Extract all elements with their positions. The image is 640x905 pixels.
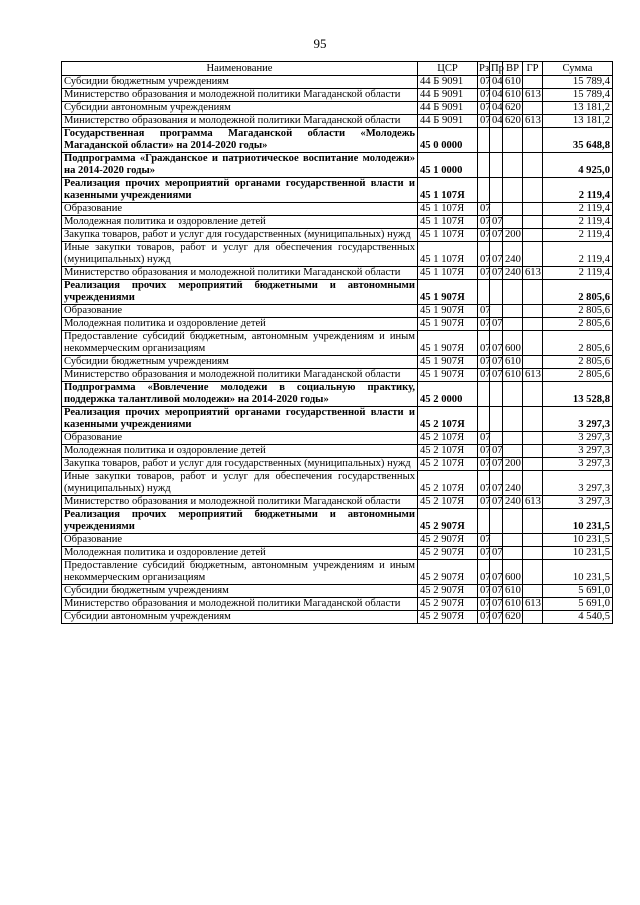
cell-vr xyxy=(503,382,523,407)
cell-rz: 07 xyxy=(478,89,490,102)
cell-csr: 45 1 907Я xyxy=(418,331,478,356)
cell-csr: 45 2 907Я xyxy=(418,611,478,624)
cell-rz: 07 xyxy=(478,229,490,242)
cell-pr xyxy=(490,178,503,203)
cell-pr: 07 xyxy=(490,242,503,267)
column-header-sum: Сумма xyxy=(543,62,613,76)
cell-name: Реализация прочих мероприятий органами государственной власти и казенными учреждениями xyxy=(62,407,418,432)
cell-vr xyxy=(503,153,523,178)
cell-vr xyxy=(503,509,523,534)
cell-vr xyxy=(503,216,523,229)
cell-sum: 2 805,6 xyxy=(543,305,613,318)
table-row xyxy=(62,128,613,153)
cell-gr xyxy=(523,471,543,496)
cell-pr xyxy=(490,280,503,305)
cell-rz: 07 xyxy=(478,318,490,331)
cell-csr: 45 1 107Я xyxy=(418,242,478,267)
cell-csr: 45 1 907Я xyxy=(418,280,478,305)
cell-gr xyxy=(523,216,543,229)
cell-vr xyxy=(503,305,523,318)
cell-pr xyxy=(490,128,503,153)
cell-vr xyxy=(503,280,523,305)
cell-sum: 15 789,4 xyxy=(543,76,613,89)
cell-vr: 200 xyxy=(503,229,523,242)
table-row xyxy=(62,229,613,242)
table-row xyxy=(62,216,613,229)
cell-csr: 45 2 907Я xyxy=(418,509,478,534)
cell-sum: 13 181,2 xyxy=(543,115,613,128)
cell-sum: 5 691,0 xyxy=(543,598,613,611)
cell-pr: 07 xyxy=(490,585,503,598)
cell-pr: 07 xyxy=(490,471,503,496)
column-header-name: Наименование xyxy=(62,62,418,76)
table-row xyxy=(62,560,613,585)
cell-gr xyxy=(523,585,543,598)
cell-name: Реализация прочих мероприятий бюджетными и автономными учреждениями xyxy=(62,509,418,534)
cell-csr: 45 0 0000 xyxy=(418,128,478,153)
table-row xyxy=(62,115,613,128)
cell-name: Образование xyxy=(62,534,418,547)
cell-sum: 4 540,5 xyxy=(543,611,613,624)
cell-sum: 10 231,5 xyxy=(543,560,613,585)
cell-csr: 45 1 107Я xyxy=(418,229,478,242)
table-row xyxy=(62,471,613,496)
cell-sum: 3 297,3 xyxy=(543,407,613,432)
cell-sum: 10 231,5 xyxy=(543,509,613,534)
table-row xyxy=(62,611,613,624)
cell-csr: 45 1 107Я xyxy=(418,203,478,216)
cell-sum: 10 231,5 xyxy=(543,534,613,547)
cell-rz: 07 xyxy=(478,216,490,229)
cell-gr: 613 xyxy=(523,89,543,102)
cell-pr: 07 xyxy=(490,331,503,356)
cell-sum: 2 805,6 xyxy=(543,356,613,369)
cell-rz xyxy=(478,153,490,178)
cell-gr xyxy=(523,229,543,242)
cell-pr: 04 xyxy=(490,76,503,89)
table-row xyxy=(62,598,613,611)
cell-gr xyxy=(523,445,543,458)
cell-name: Образование xyxy=(62,203,418,216)
cell-pr: 07 xyxy=(490,547,503,560)
cell-gr xyxy=(523,509,543,534)
table-row xyxy=(62,331,613,356)
cell-name: Министерство образования и молодежной политики Магаданской области xyxy=(62,369,418,382)
cell-sum: 2 119,4 xyxy=(543,229,613,242)
cell-name: Молодежная политика и оздоровление детей xyxy=(62,445,418,458)
cell-pr: 07 xyxy=(490,267,503,280)
cell-gr xyxy=(523,318,543,331)
cell-rz xyxy=(478,178,490,203)
cell-pr xyxy=(490,153,503,178)
table-row xyxy=(62,242,613,267)
table-row xyxy=(62,382,613,407)
cell-sum: 2 805,6 xyxy=(543,318,613,331)
cell-vr: 610 xyxy=(503,369,523,382)
cell-sum: 3 297,3 xyxy=(543,445,613,458)
cell-rz xyxy=(478,509,490,534)
cell-gr xyxy=(523,280,543,305)
cell-gr: 613 xyxy=(523,496,543,509)
cell-csr: 44 Б 9091 xyxy=(418,76,478,89)
cell-csr: 45 1 907Я xyxy=(418,305,478,318)
cell-pr: 07 xyxy=(490,369,503,382)
cell-pr xyxy=(490,534,503,547)
cell-pr xyxy=(490,382,503,407)
cell-csr: 44 Б 9091 xyxy=(418,89,478,102)
cell-gr xyxy=(523,560,543,585)
cell-csr: 45 1 107Я xyxy=(418,216,478,229)
cell-csr: 45 1 907Я xyxy=(418,318,478,331)
cell-gr xyxy=(523,128,543,153)
cell-gr xyxy=(523,203,543,216)
cell-rz: 07 xyxy=(478,547,490,560)
cell-gr xyxy=(523,102,543,115)
cell-pr xyxy=(490,203,503,216)
cell-gr: 613 xyxy=(523,115,543,128)
cell-rz: 07 xyxy=(478,331,490,356)
table-row xyxy=(62,585,613,598)
cell-vr: 240 xyxy=(503,471,523,496)
cell-name: Государственная программа Магаданской области «Молодежь Магаданской области» на 2014-2020 годы» xyxy=(62,128,418,153)
table-row xyxy=(62,102,613,115)
cell-pr: 07 xyxy=(490,318,503,331)
cell-csr: 45 1 107Я xyxy=(418,267,478,280)
cell-vr: 600 xyxy=(503,331,523,356)
cell-pr: 04 xyxy=(490,102,503,115)
cell-vr xyxy=(503,203,523,216)
cell-name: Субсидии автономным учреждениям xyxy=(62,102,418,115)
cell-rz: 07 xyxy=(478,585,490,598)
cell-gr xyxy=(523,153,543,178)
cell-name: Образование xyxy=(62,432,418,445)
cell-name: Министерство образования и молодежной политики Магаданской области xyxy=(62,598,418,611)
cell-sum: 3 297,3 xyxy=(543,458,613,471)
cell-name: Министерство образования и молодежной политики Магаданской области xyxy=(62,267,418,280)
cell-name: Субсидии бюджетным учреждениям xyxy=(62,356,418,369)
cell-name: Иные закупки товаров, работ и услуг для обеспечения государственных (муниципальных) нужд xyxy=(62,242,418,267)
cell-name: Субсидии бюджетным учреждениям xyxy=(62,585,418,598)
cell-gr xyxy=(523,331,543,356)
cell-pr xyxy=(490,305,503,318)
table-row xyxy=(62,432,613,445)
cell-rz: 07 xyxy=(478,598,490,611)
cell-vr: 620 xyxy=(503,611,523,624)
column-header-gr: ГР xyxy=(523,62,543,76)
cell-vr: 200 xyxy=(503,458,523,471)
table-body xyxy=(62,76,613,624)
table-row xyxy=(62,305,613,318)
cell-rz: 07 xyxy=(478,369,490,382)
cell-gr xyxy=(523,432,543,445)
cell-rz: 07 xyxy=(478,611,490,624)
cell-rz: 07 xyxy=(478,356,490,369)
table-row xyxy=(62,356,613,369)
table-row xyxy=(62,547,613,560)
cell-csr: 45 2 907Я xyxy=(418,598,478,611)
table-row xyxy=(62,445,613,458)
cell-rz: 07 xyxy=(478,471,490,496)
cell-csr: 45 2 907Я xyxy=(418,560,478,585)
cell-pr: 07 xyxy=(490,356,503,369)
cell-gr xyxy=(523,547,543,560)
table-row xyxy=(62,89,613,102)
cell-sum: 2 805,6 xyxy=(543,280,613,305)
table-row xyxy=(62,534,613,547)
cell-vr xyxy=(503,534,523,547)
cell-sum: 2 119,4 xyxy=(543,242,613,267)
table-row xyxy=(62,76,613,89)
cell-pr xyxy=(490,509,503,534)
cell-name: Министерство образования и молодежной политики Магаданской области xyxy=(62,89,418,102)
cell-vr xyxy=(503,432,523,445)
column-header-csr: ЦСР xyxy=(418,62,478,76)
cell-gr xyxy=(523,76,543,89)
cell-pr: 04 xyxy=(490,115,503,128)
cell-csr: 44 Б 9091 xyxy=(418,115,478,128)
cell-vr: 240 xyxy=(503,496,523,509)
cell-csr: 45 2 107Я xyxy=(418,445,478,458)
cell-rz: 07 xyxy=(478,102,490,115)
cell-name: Закупка товаров, работ и услуг для государственных (муниципальных) нужд xyxy=(62,229,418,242)
cell-vr: 240 xyxy=(503,267,523,280)
cell-rz: 07 xyxy=(478,445,490,458)
cell-gr xyxy=(523,305,543,318)
cell-vr: 610 xyxy=(503,89,523,102)
table-row xyxy=(62,407,613,432)
cell-sum: 2 119,4 xyxy=(543,267,613,280)
cell-gr xyxy=(523,382,543,407)
cell-pr: 07 xyxy=(490,560,503,585)
cell-sum: 35 648,8 xyxy=(543,128,613,153)
cell-csr: 45 2 907Я xyxy=(418,534,478,547)
cell-vr: 610 xyxy=(503,356,523,369)
page-number: 95 xyxy=(313,36,327,51)
cell-vr: 620 xyxy=(503,115,523,128)
cell-gr xyxy=(523,242,543,267)
cell-csr: 45 2 107Я xyxy=(418,432,478,445)
cell-csr: 45 1 907Я xyxy=(418,356,478,369)
cell-rz xyxy=(478,407,490,432)
table-row xyxy=(62,280,613,305)
cell-vr: 610 xyxy=(503,76,523,89)
cell-pr xyxy=(490,432,503,445)
table-row xyxy=(62,369,613,382)
cell-sum: 2 805,6 xyxy=(543,331,613,356)
cell-sum: 3 297,3 xyxy=(543,471,613,496)
cell-gr xyxy=(523,407,543,432)
cell-name: Молодежная политика и оздоровление детей xyxy=(62,318,418,331)
cell-pr: 07 xyxy=(490,229,503,242)
table-row xyxy=(62,267,613,280)
cell-pr: 07 xyxy=(490,216,503,229)
cell-name: Закупка товаров, работ и услуг для государственных (муниципальных) нужд xyxy=(62,458,418,471)
cell-sum: 10 231,5 xyxy=(543,547,613,560)
cell-rz xyxy=(478,280,490,305)
cell-vr: 600 xyxy=(503,560,523,585)
cell-csr: 45 1 907Я xyxy=(418,369,478,382)
cell-rz xyxy=(478,382,490,407)
cell-rz: 07 xyxy=(478,496,490,509)
cell-gr: 613 xyxy=(523,598,543,611)
cell-csr: 45 2 907Я xyxy=(418,585,478,598)
cell-rz: 07 xyxy=(478,242,490,267)
table-row xyxy=(62,458,613,471)
cell-pr: 04 xyxy=(490,89,503,102)
cell-sum: 5 691,0 xyxy=(543,585,613,598)
cell-sum: 2 119,4 xyxy=(543,216,613,229)
cell-gr xyxy=(523,534,543,547)
cell-vr xyxy=(503,547,523,560)
cell-pr: 07 xyxy=(490,496,503,509)
cell-rz: 07 xyxy=(478,534,490,547)
cell-csr: 45 1 107Я xyxy=(418,178,478,203)
cell-vr: 620 xyxy=(503,102,523,115)
cell-sum: 13 528,8 xyxy=(543,382,613,407)
cell-csr: 45 2 107Я xyxy=(418,458,478,471)
table-row xyxy=(62,496,613,509)
cell-vr xyxy=(503,445,523,458)
cell-rz: 07 xyxy=(478,203,490,216)
table-row xyxy=(62,153,613,178)
cell-name: Министерство образования и молодежной политики Магаданской области xyxy=(62,115,418,128)
cell-sum: 2 805,6 xyxy=(543,369,613,382)
cell-sum: 2 119,4 xyxy=(543,178,613,203)
cell-pr: 07 xyxy=(490,611,503,624)
cell-name: Субсидии бюджетным учреждениям xyxy=(62,76,418,89)
cell-rz: 07 xyxy=(478,305,490,318)
cell-rz: 07 xyxy=(478,267,490,280)
cell-name: Субсидии автономным учреждениям xyxy=(62,611,418,624)
cell-pr: 07 xyxy=(490,458,503,471)
cell-vr: 610 xyxy=(503,598,523,611)
cell-vr xyxy=(503,407,523,432)
cell-sum: 3 297,3 xyxy=(543,432,613,445)
cell-vr xyxy=(503,318,523,331)
cell-sum: 3 297,3 xyxy=(543,496,613,509)
cell-name: Реализация прочих мероприятий органами государственной власти и казенными учреждениями xyxy=(62,178,418,203)
cell-gr: 613 xyxy=(523,369,543,382)
cell-rz: 07 xyxy=(478,458,490,471)
cell-gr xyxy=(523,178,543,203)
cell-vr: 240 xyxy=(503,242,523,267)
cell-gr xyxy=(523,356,543,369)
table-row xyxy=(62,318,613,331)
cell-name: Молодежная политика и оздоровление детей xyxy=(62,547,418,560)
table-row xyxy=(62,203,613,216)
cell-pr xyxy=(490,407,503,432)
cell-csr: 45 2 107Я xyxy=(418,407,478,432)
cell-csr: 45 2 107Я xyxy=(418,496,478,509)
cell-csr: 45 2 907Я xyxy=(418,547,478,560)
cell-name: Подпрограмма «Гражданское и патриотическое воспитание молодежи» на 2014-2020 годы» xyxy=(62,153,418,178)
cell-name: Предоставление субсидий бюджетным, автономным учреждениям и иным некоммерческим организациям xyxy=(62,560,418,585)
cell-name: Молодежная политика и оздоровление детей xyxy=(62,216,418,229)
cell-csr: 45 1 0000 xyxy=(418,153,478,178)
cell-gr: 613 xyxy=(523,267,543,280)
column-header-rz: Рз xyxy=(479,62,490,74)
column-header-pr: Пр xyxy=(491,62,504,74)
cell-pr: 07 xyxy=(490,598,503,611)
cell-rz: 07 xyxy=(478,432,490,445)
cell-name: Предоставление субсидий бюджетным, автономным учреждениям и иным некоммерческим организациям xyxy=(62,331,418,356)
column-header-vr: ВР xyxy=(503,62,523,76)
cell-sum: 15 789,4 xyxy=(543,89,613,102)
cell-csr: 45 2 107Я xyxy=(418,471,478,496)
cell-name: Реализация прочих мероприятий бюджетными и автономными учреждениями xyxy=(62,280,418,305)
table-row xyxy=(62,509,613,534)
cell-name: Подпрограмма «Вовлечение молодежи в социальную практику, поддержка талантливой молодежи» на 2014-2020 годы» xyxy=(62,382,418,407)
cell-sum: 2 119,4 xyxy=(543,203,613,216)
cell-vr xyxy=(503,128,523,153)
cell-vr: 610 xyxy=(503,585,523,598)
cell-vr xyxy=(503,178,523,203)
cell-pr: 07 xyxy=(490,445,503,458)
table-header-row xyxy=(62,62,613,76)
cell-name: Образование xyxy=(62,305,418,318)
cell-gr xyxy=(523,611,543,624)
cell-sum: 4 925,0 xyxy=(543,153,613,178)
cell-name: Иные закупки товаров, работ и услуг для обеспечения государственных (муниципальных) нужд xyxy=(62,471,418,496)
cell-rz: 07 xyxy=(478,560,490,585)
cell-rz xyxy=(478,128,490,153)
cell-csr: 44 Б 9091 xyxy=(418,102,478,115)
budget-table xyxy=(61,61,613,624)
cell-gr xyxy=(523,458,543,471)
cell-rz: 07 xyxy=(478,76,490,89)
cell-sum: 13 181,2 xyxy=(543,102,613,115)
table-row xyxy=(62,178,613,203)
cell-name: Министерство образования и молодежной политики Магаданской области xyxy=(62,496,418,509)
cell-rz: 07 xyxy=(478,115,490,128)
cell-csr: 45 2 0000 xyxy=(418,382,478,407)
